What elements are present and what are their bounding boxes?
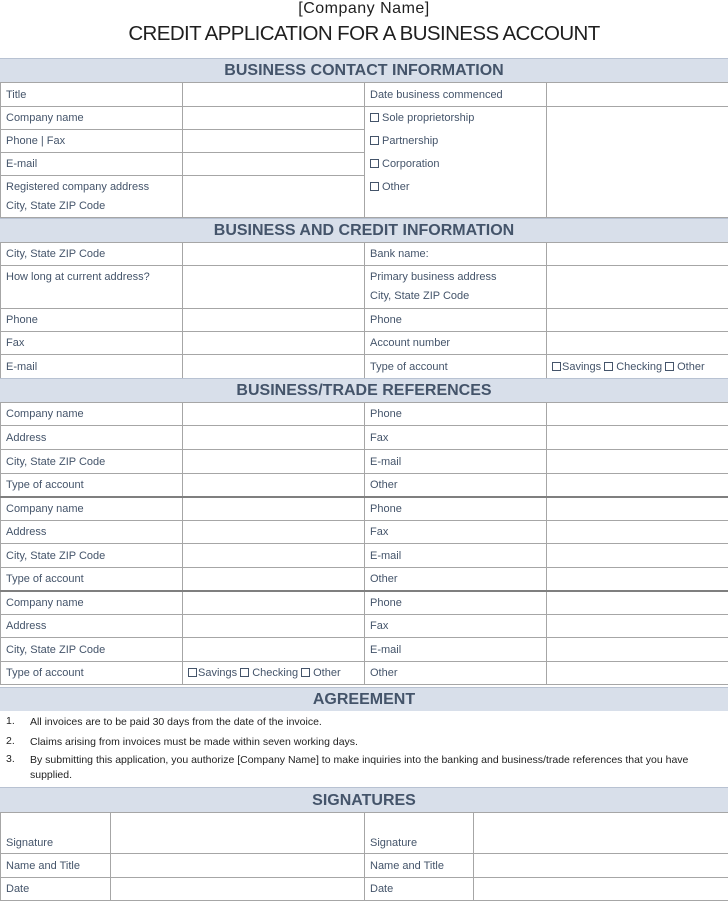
checkbox-icon[interactable] (370, 159, 379, 168)
date-commenced-label: Date business commenced (365, 83, 547, 107)
reference-2-company-row (1, 497, 728, 521)
reference-fax-label: Fax (365, 521, 547, 544)
checking-option[interactable]: Checking (240, 667, 298, 679)
reference-address-label: Address (1, 521, 183, 544)
reference-address-field[interactable] (183, 615, 365, 638)
reference-other-label: Other (365, 662, 547, 685)
section-heading-references: BUSINESS/TRADE REFERENCES (0, 378, 728, 402)
reference-account-type-options (183, 662, 365, 685)
partnership-option[interactable]: Partnership (370, 130, 546, 153)
checkbox-icon[interactable] (552, 362, 561, 371)
checkbox-icon[interactable] (370, 182, 379, 191)
how-long-field[interactable] (183, 266, 365, 309)
account-type-label: Type of account (365, 355, 547, 379)
credit-email-label: E-mail (1, 355, 183, 379)
reference-address-label: Address (1, 615, 183, 638)
other-account-option[interactable]: Other (301, 667, 341, 679)
reference-fax-field[interactable] (547, 521, 728, 544)
checkbox-icon[interactable] (188, 668, 197, 677)
reference-phone-field[interactable] (547, 403, 728, 426)
signature-field[interactable] (474, 813, 728, 854)
credit-fax-label: Fax (1, 332, 183, 355)
other-type-option[interactable]: Other (370, 176, 546, 199)
signature-field[interactable] (111, 813, 365, 854)
credit-fax-field[interactable] (183, 332, 365, 355)
name-title-label: Name and Title (1, 854, 111, 878)
reference-city-label: City, State ZIP Code (1, 638, 183, 662)
date-field[interactable] (111, 878, 365, 901)
reference-fax-label: Fax (365, 426, 547, 450)
business-type-options (365, 107, 547, 218)
section-heading-signatures: SIGNATURES (0, 787, 728, 812)
reference-other-label: Other (365, 474, 547, 497)
reference-city-field[interactable] (183, 544, 365, 568)
credit-table (0, 242, 728, 379)
reference-1-company-row (1, 403, 728, 426)
reference-fax-field[interactable] (547, 426, 728, 450)
reference-other-field[interactable] (547, 474, 728, 497)
savings-option[interactable]: Savings (552, 361, 601, 373)
signatures-table (0, 812, 728, 901)
reference-address-label: Address (1, 426, 183, 450)
sole-proprietorship-option[interactable]: Sole proprietorship (370, 107, 546, 130)
reference-address-field[interactable] (183, 426, 365, 450)
name-title-label: Name and Title (365, 854, 474, 878)
reference-email-label: E-mail (365, 638, 547, 662)
company-name-field[interactable] (183, 107, 365, 130)
reference-other-field[interactable] (547, 662, 728, 685)
registered-address-field[interactable] (183, 176, 365, 218)
account-number-label: Account number (365, 332, 547, 355)
reference-phone-label: Phone (365, 591, 547, 615)
account-number-field[interactable] (547, 332, 728, 355)
reference-email-label: E-mail (365, 544, 547, 568)
reference-type-label: Type of account (1, 662, 183, 685)
checking-option[interactable]: Checking (604, 361, 662, 373)
checkbox-icon[interactable] (370, 136, 379, 145)
references-table (0, 402, 728, 685)
reference-type-field[interactable] (183, 568, 365, 591)
reference-city-field[interactable] (183, 450, 365, 474)
title-label: Title (1, 83, 183, 107)
signature-label: Signature (1, 813, 111, 854)
reference-type-field[interactable] (183, 474, 365, 497)
reference-type-label: Type of account (1, 568, 183, 591)
account-type-options (547, 355, 728, 379)
company-name-header: [Company Name] (298, 0, 430, 17)
date-commenced-field[interactable] (547, 83, 728, 107)
other-account-option[interactable]: Other (665, 361, 705, 373)
reference-address-field[interactable] (183, 521, 365, 544)
reference-company-label: Company name (1, 497, 183, 521)
contact-table (0, 82, 728, 218)
reference-email-field[interactable] (547, 450, 728, 474)
reference-fax-field[interactable] (547, 615, 728, 638)
reference-3-company-row (1, 591, 728, 615)
reference-email-field[interactable] (547, 544, 728, 568)
reference-company-label: Company name (1, 403, 183, 426)
reference-phone-field[interactable] (547, 591, 728, 615)
date-field[interactable] (474, 878, 728, 901)
section-heading-agreement: AGREEMENT (0, 687, 728, 711)
reference-phone-field[interactable] (547, 497, 728, 521)
section-heading-credit: BUSINESS AND CREDIT INFORMATION (0, 218, 728, 242)
checkbox-icon[interactable] (301, 668, 310, 677)
credit-email-field[interactable] (183, 355, 365, 379)
business-type-field[interactable] (547, 107, 728, 218)
form-title: CREDIT APPLICATION FOR A BUSINESS ACCOUNT (128, 22, 600, 45)
reference-company-label: Company name (1, 591, 183, 615)
primary-address-label: Primary business address City, State ZIP Code (365, 266, 547, 309)
reference-city-field[interactable] (183, 638, 365, 662)
company-name-label: Company name (1, 107, 183, 130)
how-long-label: How long at current address? (1, 266, 183, 309)
phone-fax-label: Phone | Fax (1, 130, 183, 153)
checkbox-icon[interactable] (370, 113, 379, 122)
reference-other-label: Other (365, 568, 547, 591)
registered-address-label: Registered company address City, State ZIP Code (1, 176, 183, 218)
reference-email-label: E-mail (365, 450, 547, 474)
reference-other-field[interactable] (547, 568, 728, 591)
reference-phone-label: Phone (365, 497, 547, 521)
name-title-field[interactable] (111, 854, 365, 878)
reference-company-field[interactable] (183, 591, 365, 615)
email-field[interactable] (183, 153, 365, 176)
reference-phone-label: Phone (365, 403, 547, 426)
reference-company-field[interactable] (183, 497, 365, 521)
section-heading-contact: BUSINESS CONTACT INFORMATION (0, 58, 728, 82)
email-label: E-mail (1, 153, 183, 176)
credit-phone-field[interactable] (183, 309, 365, 332)
corporation-option[interactable]: Corporation (370, 153, 546, 176)
bank-name-field[interactable] (547, 243, 728, 266)
reference-company-field[interactable] (183, 403, 365, 426)
reference-fax-label: Fax (365, 615, 547, 638)
credit-city-field[interactable] (183, 243, 365, 266)
date-label: Date (1, 878, 111, 901)
phone-fax-field[interactable] (183, 130, 365, 153)
reference-city-label: City, State ZIP Code (1, 544, 183, 568)
reference-type-label: Type of account (1, 474, 183, 497)
bank-name-label: Bank name: (365, 243, 547, 266)
name-title-field[interactable] (474, 854, 728, 878)
date-label: Date (365, 878, 474, 901)
savings-option[interactable]: Savings (188, 667, 237, 679)
checkbox-icon[interactable] (665, 362, 674, 371)
credit-city-label: City, State ZIP Code (1, 243, 183, 266)
reference-email-field[interactable] (547, 638, 728, 662)
checkbox-icon[interactable] (240, 668, 249, 677)
primary-address-field[interactable] (547, 266, 728, 309)
signature-label: Signature (365, 813, 474, 854)
bank-phone-label: Phone (365, 309, 547, 332)
reference-city-label: City, State ZIP Code (1, 450, 183, 474)
bank-phone-field[interactable] (547, 309, 728, 332)
credit-phone-label: Phone (1, 309, 183, 332)
title-field[interactable] (183, 83, 365, 107)
checkbox-icon[interactable] (604, 362, 613, 371)
